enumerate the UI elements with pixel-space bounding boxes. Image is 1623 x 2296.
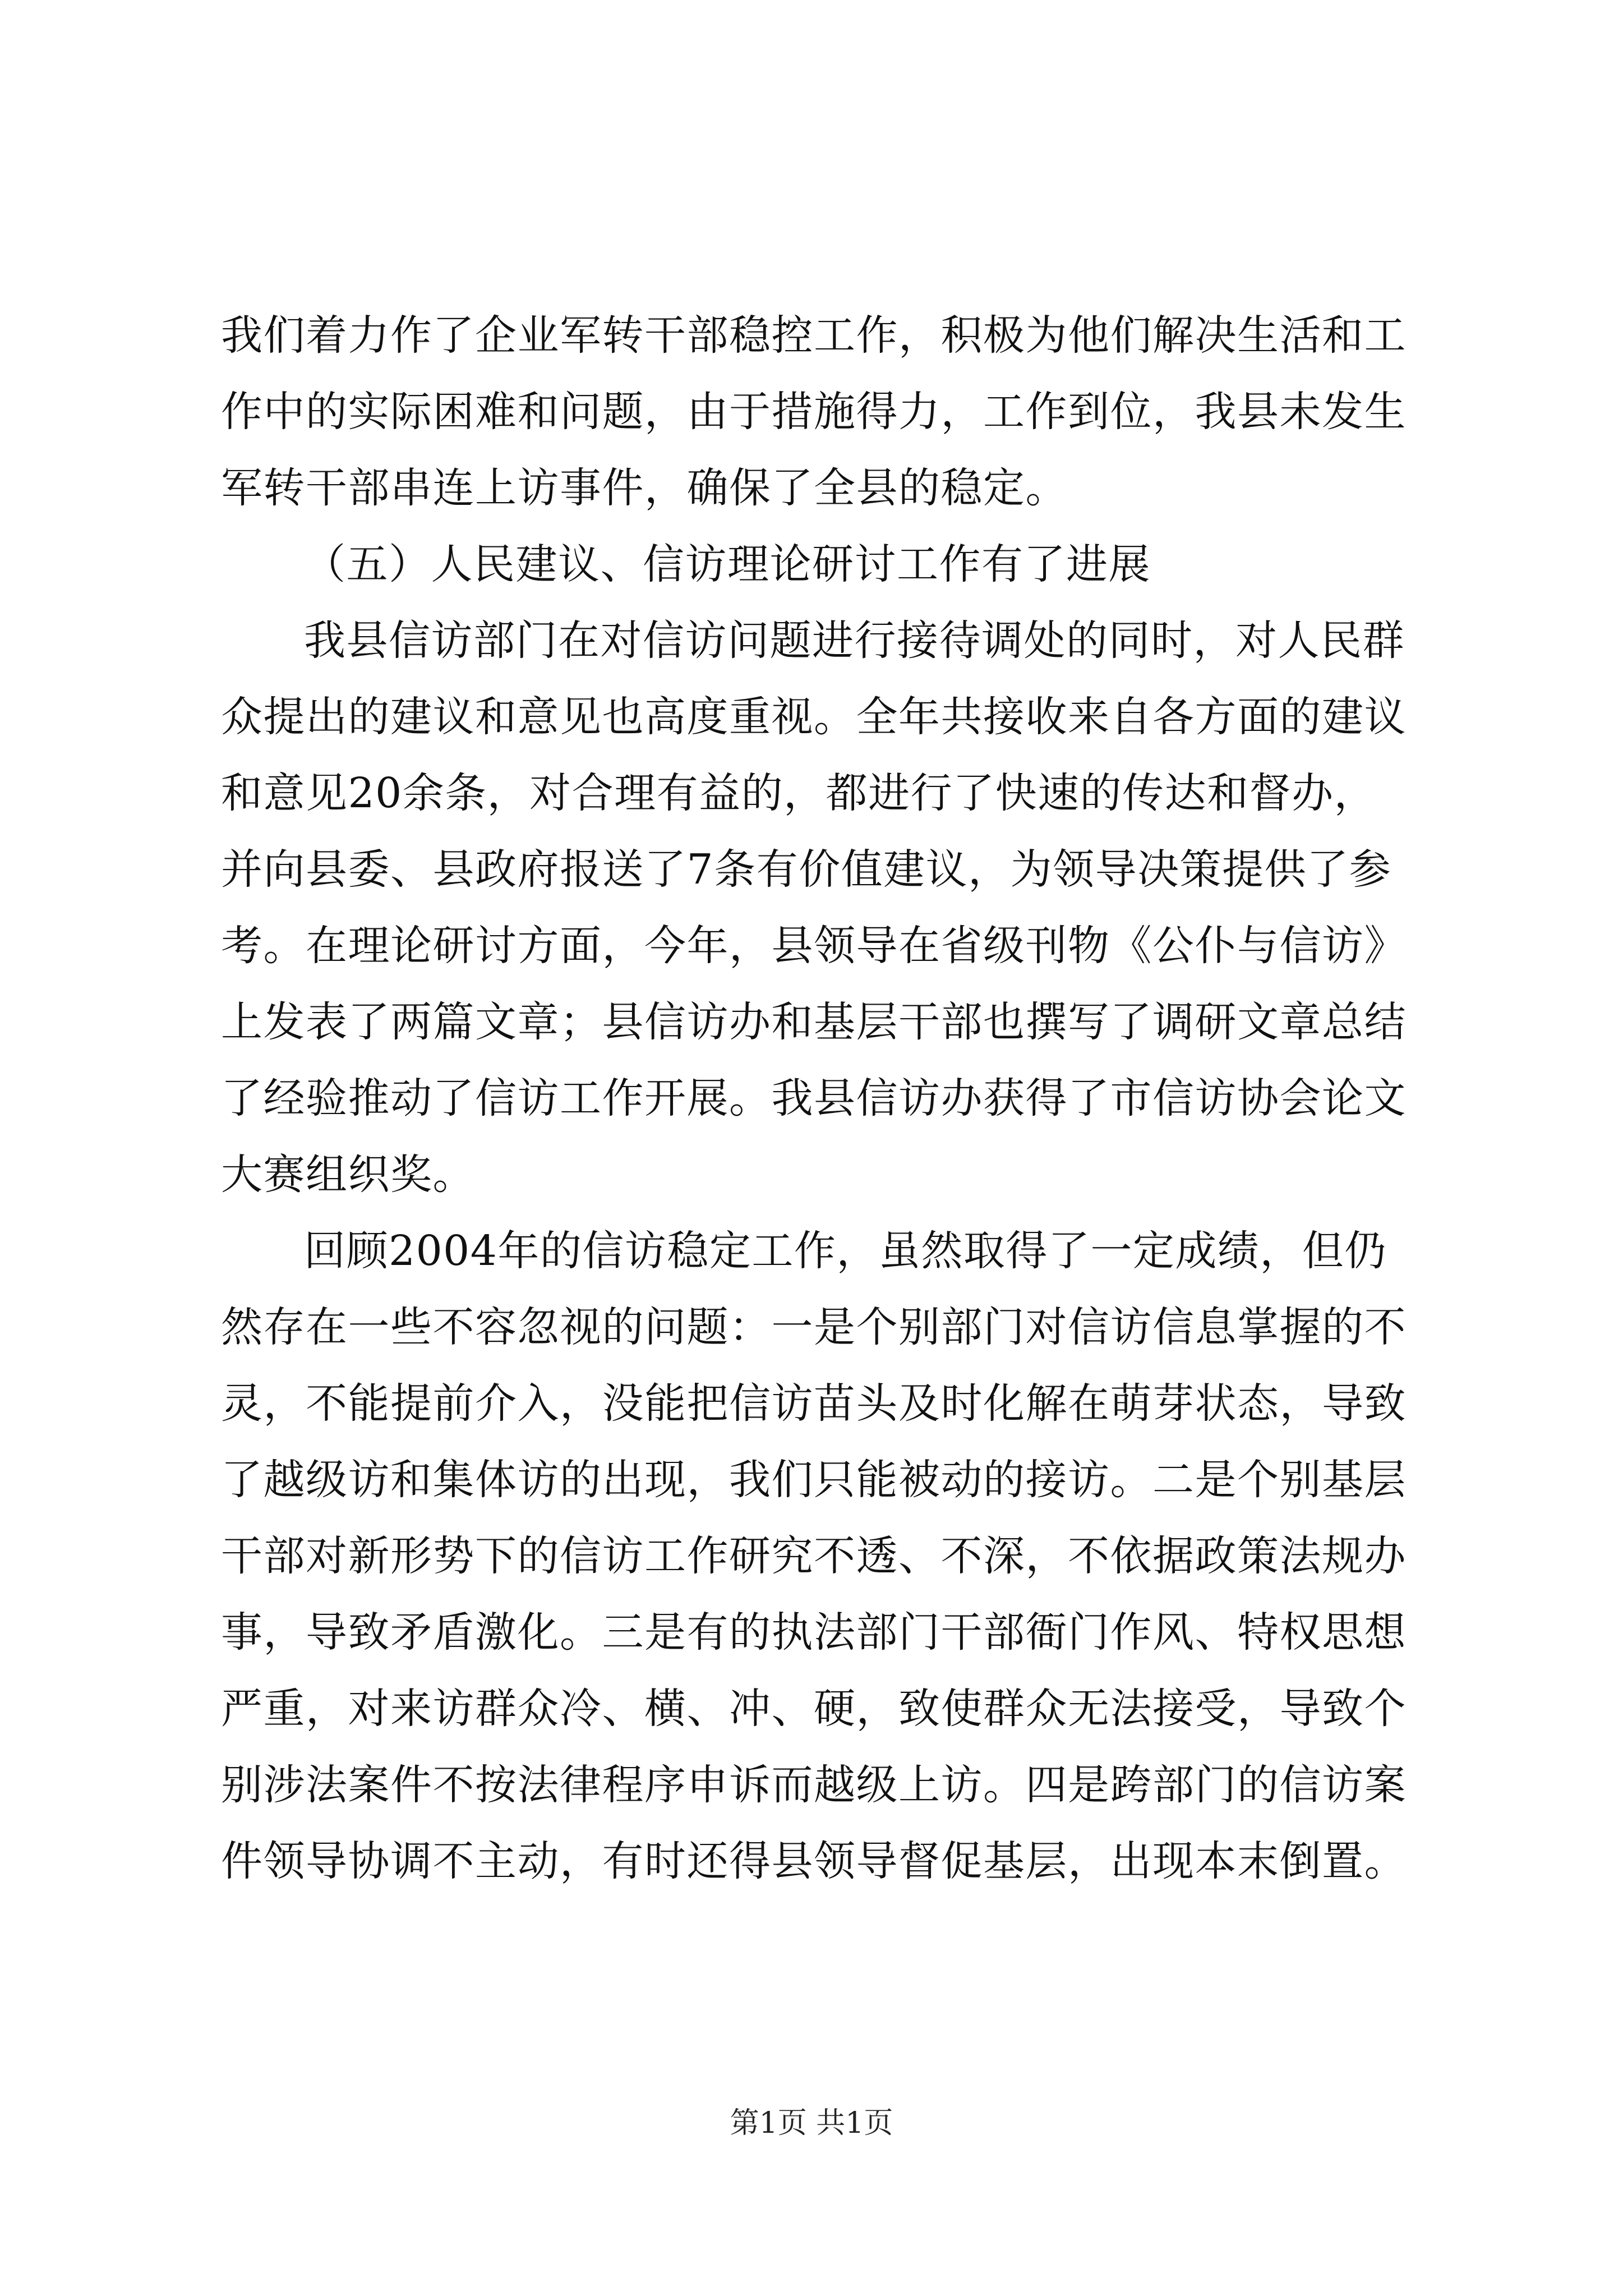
body-line-14: 然存在一些不容忽视的问题：一是个别部门对信访信息掌握的不 xyxy=(221,1303,1407,1351)
body-line-18: 事，导致矛盾激化。三是有的执法部门干部衙门作风、特权思想 xyxy=(221,1608,1407,1657)
body-line-3: 军转干部串连上访事件，确保了全县的稳定。 xyxy=(221,464,1068,512)
section-heading: （五）人民建议、信访理论研讨工作有了进展 xyxy=(304,540,1151,588)
body-line-9: 考。在理论研讨方面，今年，县领导在省级刊物《公仆与信访》 xyxy=(221,922,1407,970)
body-line-16: 了越级访和集体访的出现，我们只能被动的接访。二是个别基层 xyxy=(221,1456,1407,1504)
body-line-20: 别涉法案件不按法律程序申诉而越级上访。四是跨部门的信访案 xyxy=(221,1761,1407,1809)
body-line-1: 我们着力作了企业军转干部稳控工作，积极为他们解决生活和工 xyxy=(221,311,1407,360)
body-line-11: 了经验推动了信访工作开展。我县信访办获得了市信访协会论文 xyxy=(221,1074,1407,1122)
page-footer: 第1页 共1页 xyxy=(730,2106,893,2140)
body-line-12: 大赛组织奖。 xyxy=(221,1151,475,1199)
body-line-2: 作中的实际困难和问题，由于措施得力，工作到位，我县未发生 xyxy=(221,388,1407,436)
body-line-19: 严重，对来访群众冷、横、冲、硬，致使群众无法接受，导致个 xyxy=(221,1685,1407,1733)
body-line-13: 回顾2004年的信访稳定工作，虽然取得了一定成绩，但仍 xyxy=(304,1227,1387,1275)
body-line-6: 众提出的建议和意见也高度重视。全年共接收来自各方面的建议 xyxy=(221,693,1407,741)
body-line-17: 干部对新形势下的信访工作研究不透、不深，不依据政策法规办 xyxy=(221,1532,1407,1580)
body-line-10: 上发表了两篇文章；县信访办和基层干部也撰写了调研文章总结 xyxy=(221,998,1407,1046)
body-line-7: 和意见20余条，对合理有益的，都进行了快速的传达和督办， xyxy=(221,769,1377,817)
body-line-21: 件领导协调不主动，有时还得县领导督促基层，出现本末倒置。 xyxy=(221,1837,1407,1885)
body-line-5: 我县信访部门在对信访问题进行接待调处的同时，对人民群 xyxy=(304,616,1405,665)
body-line-15: 灵，不能提前介入，没能把信访苗头及时化解在萌芽状态，导致 xyxy=(221,1379,1407,1428)
body-line-8: 并向县委、县政府报送了7条有价值建议，为领导决策提供了参 xyxy=(221,845,1392,894)
